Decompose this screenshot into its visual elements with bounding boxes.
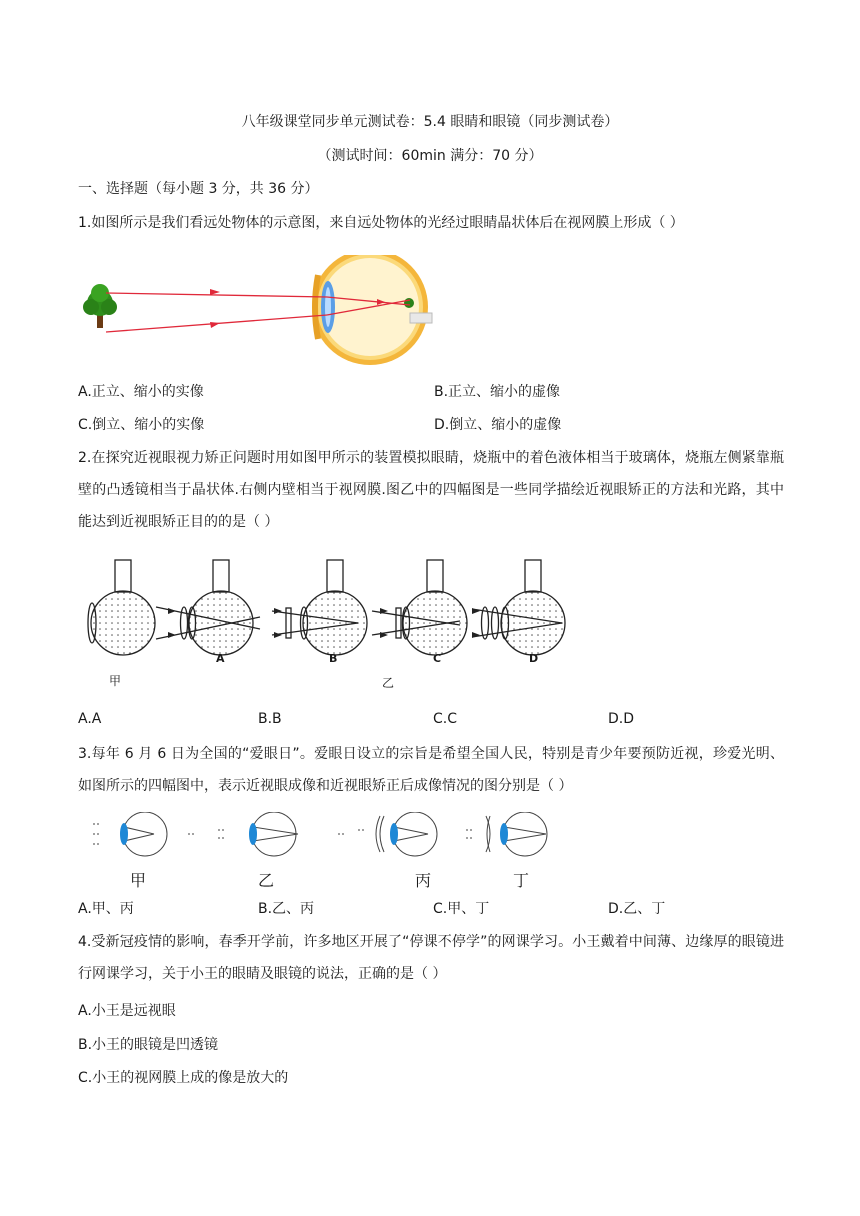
q1-option-d: D.倒立、缩小的虚像 — [434, 417, 562, 433]
eyeball-icon — [312, 255, 432, 365]
q2-option-a: A.A — [78, 711, 102, 727]
fig-label-d: D — [529, 652, 539, 665]
eye-far-object-figure — [80, 255, 440, 365]
fig-label-yi: 乙 — [382, 676, 395, 690]
fig3-label-yi: 乙 — [258, 871, 275, 890]
question-3-stem: 3.每年 6 月 6 日为全国的“爱眼日”。爱眼日设立的宗旨是希望全国人民，特别是青少年要预防近视，珍爱光明、如图所示的四幅图中，表示近视眼成像和近视眼矫正后成像情况的图分别是（ ） — [78, 746, 784, 794]
tree-icon — [83, 284, 117, 328]
section-heading: 一、选择题（每小题 3 分，共 36 分） — [78, 181, 319, 197]
q2-option-d: D.D — [608, 711, 635, 727]
page-subtitle: （测试时间：60min 满分：70 分） — [317, 148, 543, 164]
fig3-label-bing: 丙 — [415, 871, 432, 890]
q4-option-b: B.小王的眼镜是凹透镜 — [78, 1037, 219, 1053]
q3-option-d: D.乙、丁 — [608, 901, 666, 917]
page-title: 八年级课堂同步单元测试卷：5.4 眼睛和眼镜（同步测试卷） — [241, 114, 619, 130]
q4-option-a: A.小王是远视眼 — [78, 1003, 176, 1019]
q2-option-b: B.B — [258, 711, 282, 727]
fig-label-a: A — [216, 652, 225, 665]
q2-option-c: C.C — [433, 711, 458, 727]
fig3-label-jia: 甲 — [130, 871, 147, 890]
fig3-label-ding: 丁 — [513, 871, 530, 890]
flask-lens-figure — [80, 555, 580, 690]
q1-option-a: A.正立、缩小的实像 — [78, 384, 204, 400]
fig-label-b: B — [329, 652, 338, 665]
q3-option-c: C.甲、丁 — [433, 901, 490, 917]
q3-option-b: B.乙、丙 — [258, 901, 315, 917]
question-2-stem: 2.在探究近视眼视力矫正问题时用如图甲所示的装置模拟眼睛，烧瓶中的着色液体相当于玻璃体，烧瓶左侧紧靠瓶壁的凸透镜相当于晶状体.右侧内壁相当于视网膜.图乙中的四幅图是一些同学描绘近视眼矫正的方法和光路，其中能达到近视眼矫正目的的是（ ） — [78, 450, 784, 530]
q4-option-c: C.小王的视网膜上成的像是放大的 — [78, 1070, 289, 1086]
q1-option-b: B.正立、缩小的虚像 — [434, 384, 561, 400]
fig-label-c: C — [433, 652, 442, 665]
question-4-stem: 4.受新冠疫情的影响，春季开学前，许多地区开展了“停课不停学”的网课学习。小王戴着中间薄、边缘厚的眼镜进行网课学习，关于小王的眼睛及眼镜的说法，正确的是（ ） — [78, 934, 784, 982]
q1-option-c: C.倒立、缩小的实像 — [78, 417, 205, 433]
question-1-stem: 1.如图所示是我们看远处物体的示意图，来自远处物体的光经过眼睛晶状体后在视网膜上形成（ ） — [78, 215, 684, 231]
eye-imaging-figure — [88, 812, 558, 862]
q3-option-a: A.甲、丙 — [78, 901, 134, 917]
fig-label-jia: 甲 — [109, 674, 122, 688]
